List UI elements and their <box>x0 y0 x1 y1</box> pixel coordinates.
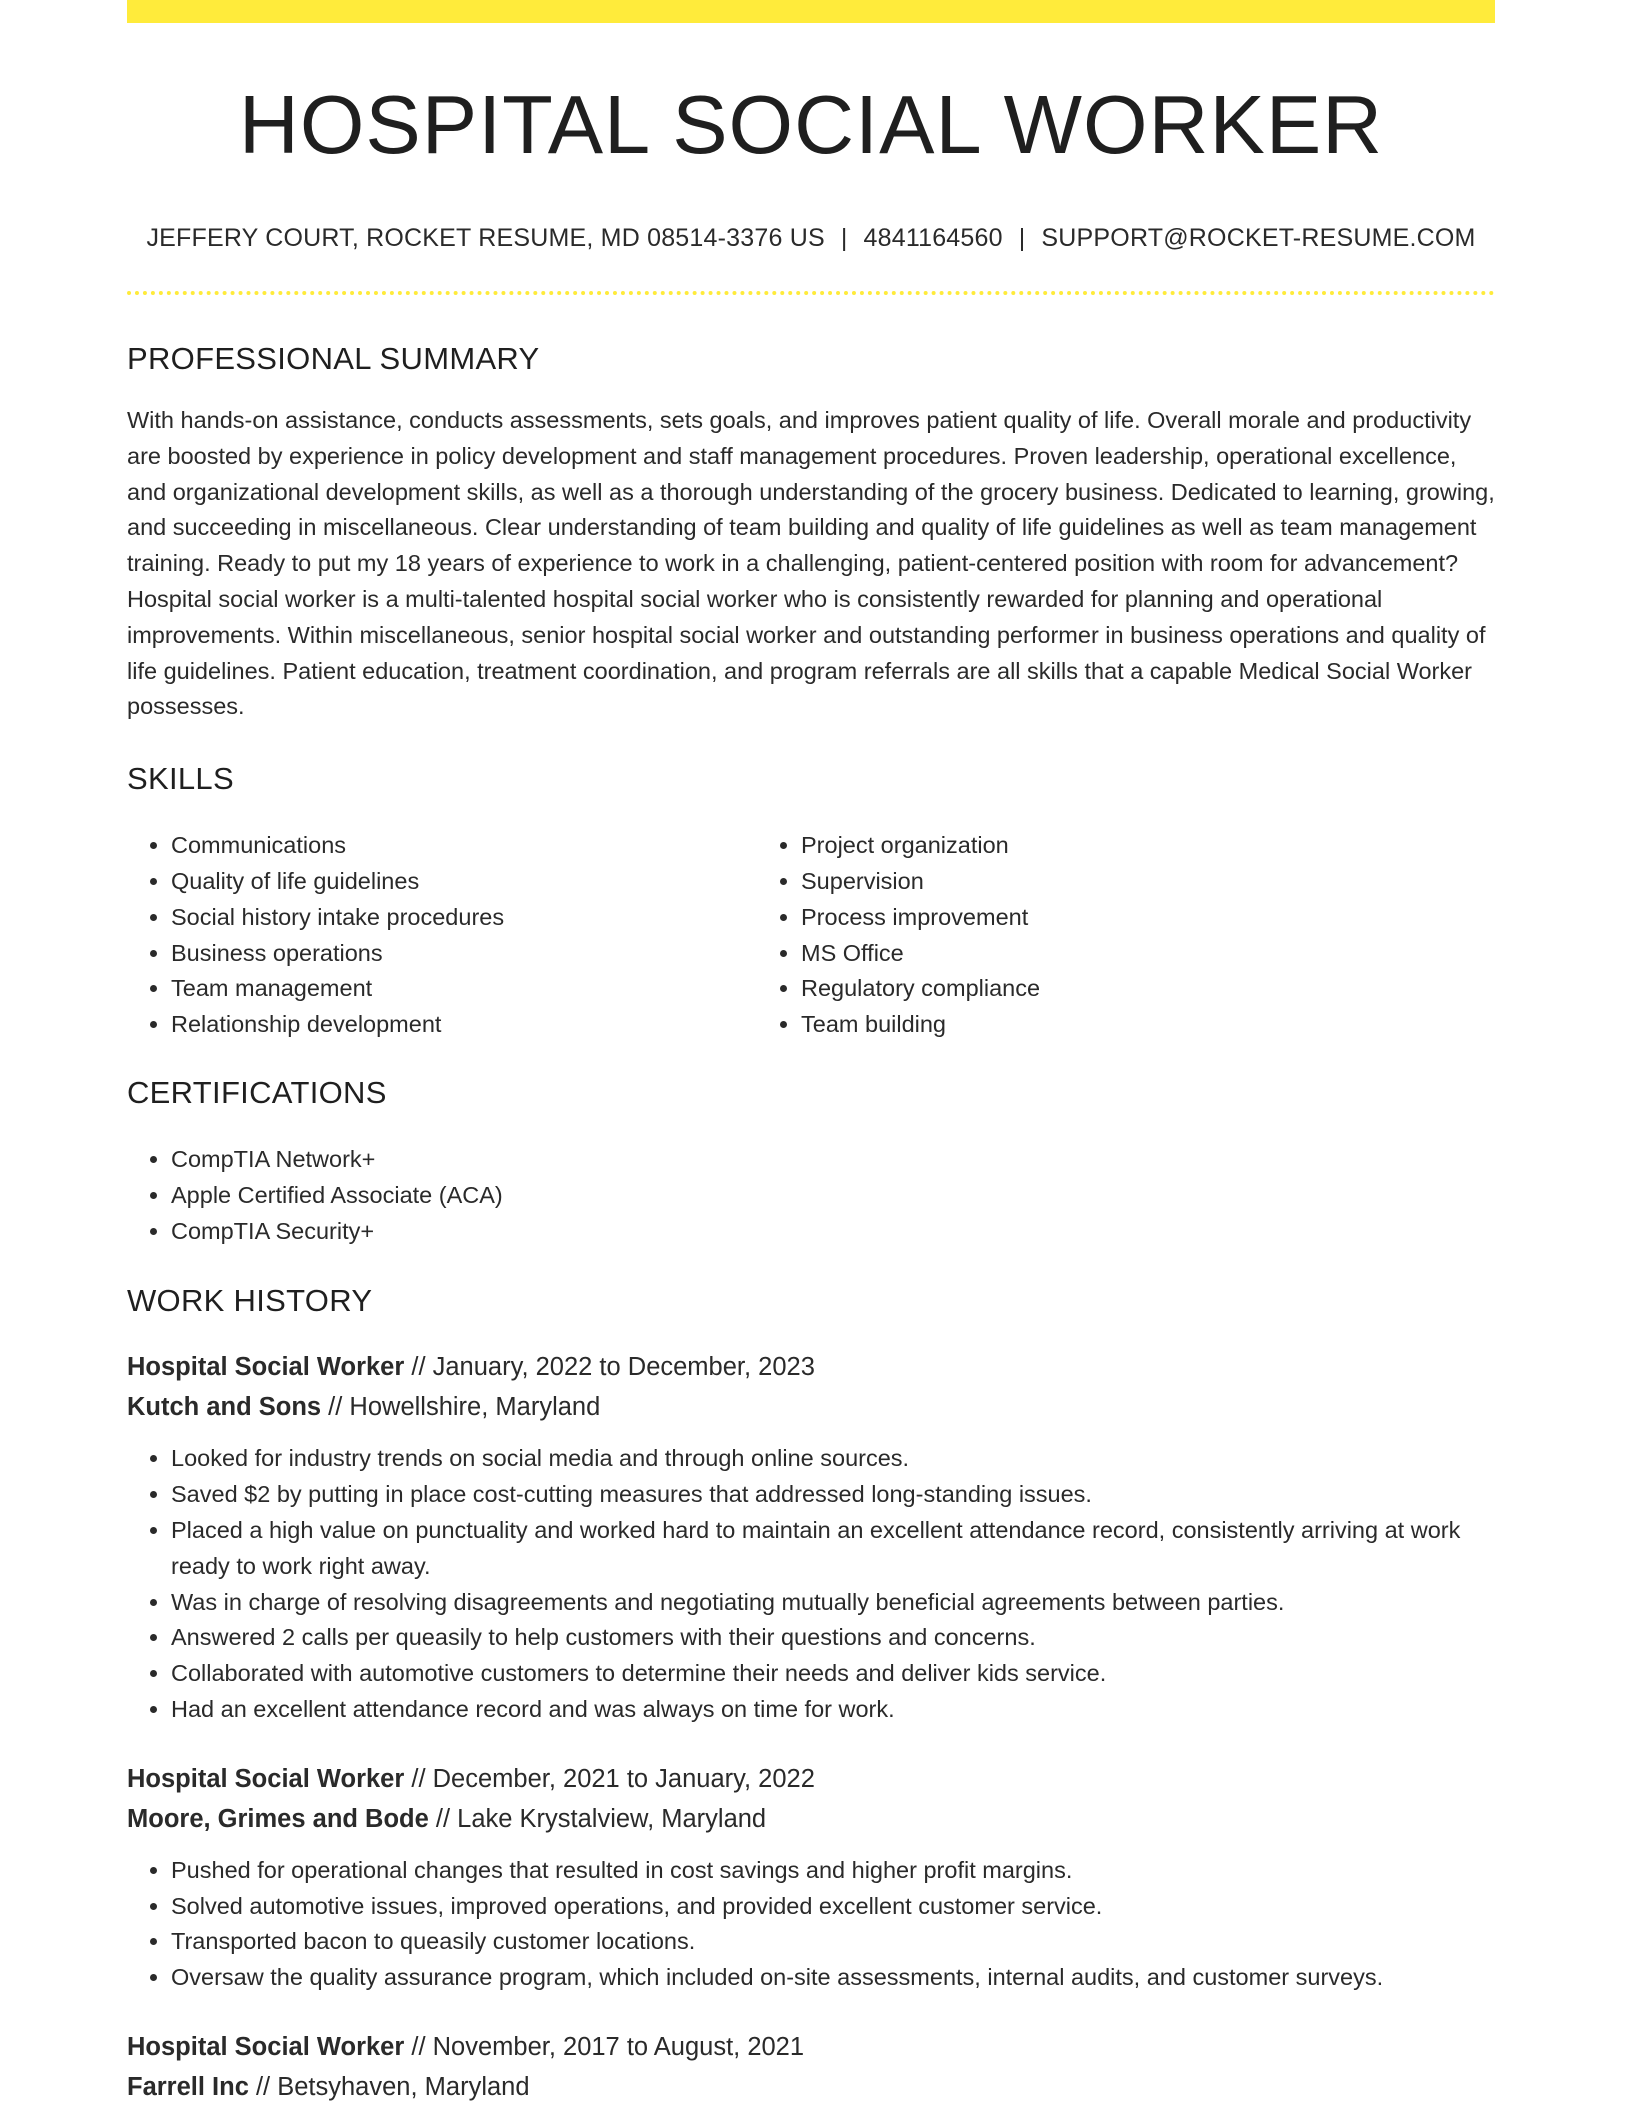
job-location: // Betsyhaven, Maryland <box>248 2072 530 2101</box>
skills-grid <box>127 828 1495 1043</box>
job-role: Hospital Social Worker <box>127 1764 405 1793</box>
skill-item: • Process improvement <box>801 900 1357 936</box>
contact-separator: | <box>840 224 848 252</box>
skills-column-right <box>757 828 1357 1043</box>
resume-page <box>127 0 1495 2107</box>
job-bullet: • Looked for industry trends on social media and through online sources. <box>171 1441 1495 1477</box>
section-title-work-history: WORK HISTORY <box>127 1283 373 1319</box>
dotted-divider <box>127 291 1495 295</box>
candidate-title: HOSPITAL SOCIAL WORKER <box>238 78 1384 171</box>
job-company-line <box>127 1799 1495 1839</box>
skill-item: • Team management <box>171 971 757 1007</box>
contact-line <box>127 226 1495 251</box>
certification-item: • CompTIA Network+ <box>171 1142 1495 1178</box>
certification-item: • CompTIA Security+ <box>171 1214 1495 1250</box>
job-bullet: • Oversaw the quality assurance program, which included on-site assessments, internal audits, and customer surveys. <box>171 1960 1495 1996</box>
skill-item: • Team building <box>801 1007 1357 1043</box>
job-company: Kutch and Sons <box>127 1393 322 1422</box>
contact-separator: | <box>1018 224 1026 252</box>
contact-address: JEFFERY COURT, ROCKET RESUME, MD 08514-3376 US <box>146 224 825 252</box>
section-title-skills: SKILLS <box>127 761 234 797</box>
job-role: Hospital Social Worker <box>127 1353 405 1382</box>
job-bullet: • Placed a high value on punctuality and worked hard to maintain an excellent attendance record, consistently arriving at work ready to work right away. <box>171 1513 1495 1585</box>
job-company-line <box>127 1387 1495 1427</box>
job-dates: // December, 2021 to January, 2022 <box>404 1764 815 1793</box>
job-bullets <box>127 1441 1495 1727</box>
job-role: Hospital Social Worker <box>127 2032 405 2061</box>
job-bullet: • Saved $2 by putting in place cost-cutting measures that addressed long-standing issues. <box>171 1477 1495 1513</box>
certification-item: • Apple Certified Associate (ACA) <box>171 1178 1495 1214</box>
certifications-list <box>127 1142 1495 1249</box>
job-entry <box>127 2027 1495 2107</box>
job-bullet: • Transported bacon to queasily customer locations. <box>171 1924 1495 1960</box>
job-location: // Howellshire, Maryland <box>321 1393 601 1422</box>
skill-item: • Quality of life guidelines <box>171 864 757 900</box>
job-location: // Lake Krystalview, Maryland <box>428 1804 767 1833</box>
job-entry <box>127 1759 1495 1996</box>
job-company-line <box>127 2067 1495 2107</box>
contact-email: SUPPORT@ROCKET-RESUME.COM <box>1041 224 1476 252</box>
job-bullet: • Pushed for operational changes that resulted in cost savings and higher profit margins. <box>171 1853 1495 1889</box>
skill-item: • Communications <box>171 828 757 864</box>
job-bullet: • Answered 2 calls per queasily to help customers with their questions and concerns. <box>171 1620 1495 1656</box>
job-dates: // November, 2017 to August, 2021 <box>404 2032 805 2061</box>
skill-item: • Social history intake procedures <box>171 900 757 936</box>
job-role-line <box>127 1759 1495 1799</box>
job-role-line <box>127 2027 1495 2067</box>
job-entry <box>127 1347 1495 1727</box>
section-title-summary: PROFESSIONAL SUMMARY <box>127 341 540 376</box>
skills-column-left <box>127 828 757 1043</box>
accent-top-bar <box>127 0 1495 23</box>
work-history-list <box>127 1347 1495 2107</box>
skill-item: • Business operations <box>171 936 757 972</box>
job-bullet: • Had an excellent attendance record and was always on time for work. <box>171 1692 1495 1728</box>
section-title-certifications: CERTIFICATIONS <box>127 1074 387 1110</box>
skill-item: • MS Office <box>801 936 1357 972</box>
job-role-line <box>127 1347 1495 1387</box>
job-company: Farrell Inc <box>127 2072 249 2101</box>
job-bullet: • Solved automotive issues, improved operations, and provided excellent customer service. <box>171 1889 1495 1925</box>
skill-item: • Regulatory compliance <box>801 971 1357 1007</box>
summary-text: With hands-on assistance, conducts assessments, sets goals, and improves patient quality of life. Overall morale and productivity are boosted by experience in policy development and staff management procedures. Proven leadership, operational excellence, and organizational development skills, as well as a thorough understanding of the grocery business. Dedicated to learning, growing, and succeeding in miscellaneous. Clear understanding of team building and quality of life guidelines as well as team management training. Ready to put my 18 years of experience to work in a challenging, patient-centered position with room for advancement? Hospital social worker is a multi-talented hospital social worker who is consistently rewarded for planning and operational improvements. Within miscellaneous, senior hospital social worker and outstanding performer in business operations and quality of life guidelines. Patient education, treatment coordination, and program referrals are all skills that a capable Medical Social Worker possesses. <box>127 407 1495 720</box>
job-bullet: • Collaborated with automotive customers to determine their needs and deliver kids service. <box>171 1656 1495 1692</box>
skill-item: • Project organization <box>801 828 1357 864</box>
job-company: Moore, Grimes and Bode <box>127 1804 429 1833</box>
skill-item: • Supervision <box>801 864 1357 900</box>
job-bullet: • Was in charge of resolving disagreements and negotiating mutually beneficial agreements between parties. <box>171 1585 1495 1621</box>
job-bullets <box>127 1853 1495 1996</box>
skill-item: • Relationship development <box>171 1007 757 1043</box>
job-dates: // January, 2022 to December, 2023 <box>404 1353 815 1382</box>
contact-phone: 4841164560 <box>863 224 1003 252</box>
